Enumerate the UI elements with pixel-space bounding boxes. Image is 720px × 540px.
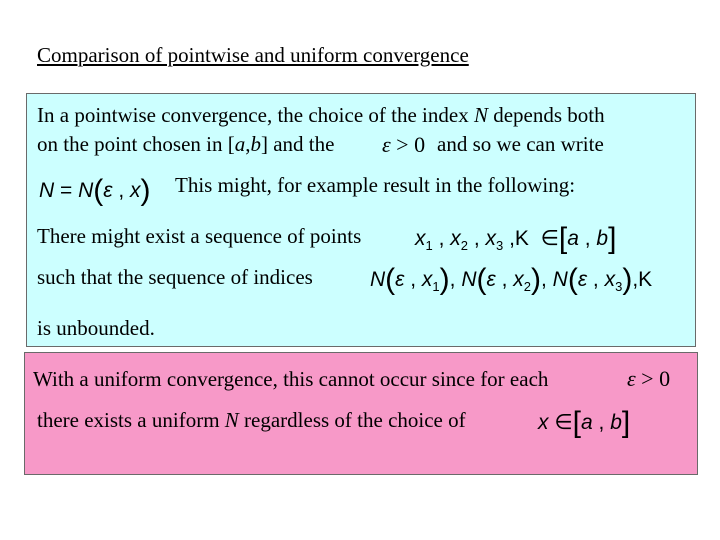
- pointwise-line-3: This might, for example result in the following:: [175, 173, 576, 197]
- uniform-line-1: With a uniform convergence, this cannot occur since for each: [33, 367, 549, 391]
- pointwise-line-2: on the point chosen in [a,b] and the: [37, 132, 335, 156]
- page-title: Comparison of pointwise and uniform convergence: [37, 43, 469, 67]
- pointwise-line-1: In a pointwise convergence, the choice of the index N depends both: [37, 103, 605, 127]
- pointwise-line-6: is unbounded.: [37, 316, 155, 340]
- epsilon-positive-formula: ε > 0: [382, 132, 426, 157]
- uniform-line-2: there exists a uniform N regardless of the choice of: [37, 408, 466, 432]
- pointwise-line-2-end: and so we can write: [437, 132, 604, 156]
- sequence-of-indices-formula: N(ε , $x_1$), N(ε , $x_2$), N(ε , $x_3),K$: [370, 263, 653, 296]
- index-function-formula: N = N(ε , x): [39, 174, 151, 207]
- uniform-epsilon-positive-formula: ε > 0: [627, 366, 671, 391]
- sequence-of-points-formula: $x_1$ , $x_2$ , $x_3$ ,K ∈[a , b]: [415, 222, 617, 255]
- pointwise-line-4: There might exist a sequence of points: [37, 224, 362, 248]
- pointwise-line-5: such that the sequence of indices: [37, 265, 313, 289]
- x-in-interval-formula: x ∈[a , b]: [538, 406, 631, 439]
